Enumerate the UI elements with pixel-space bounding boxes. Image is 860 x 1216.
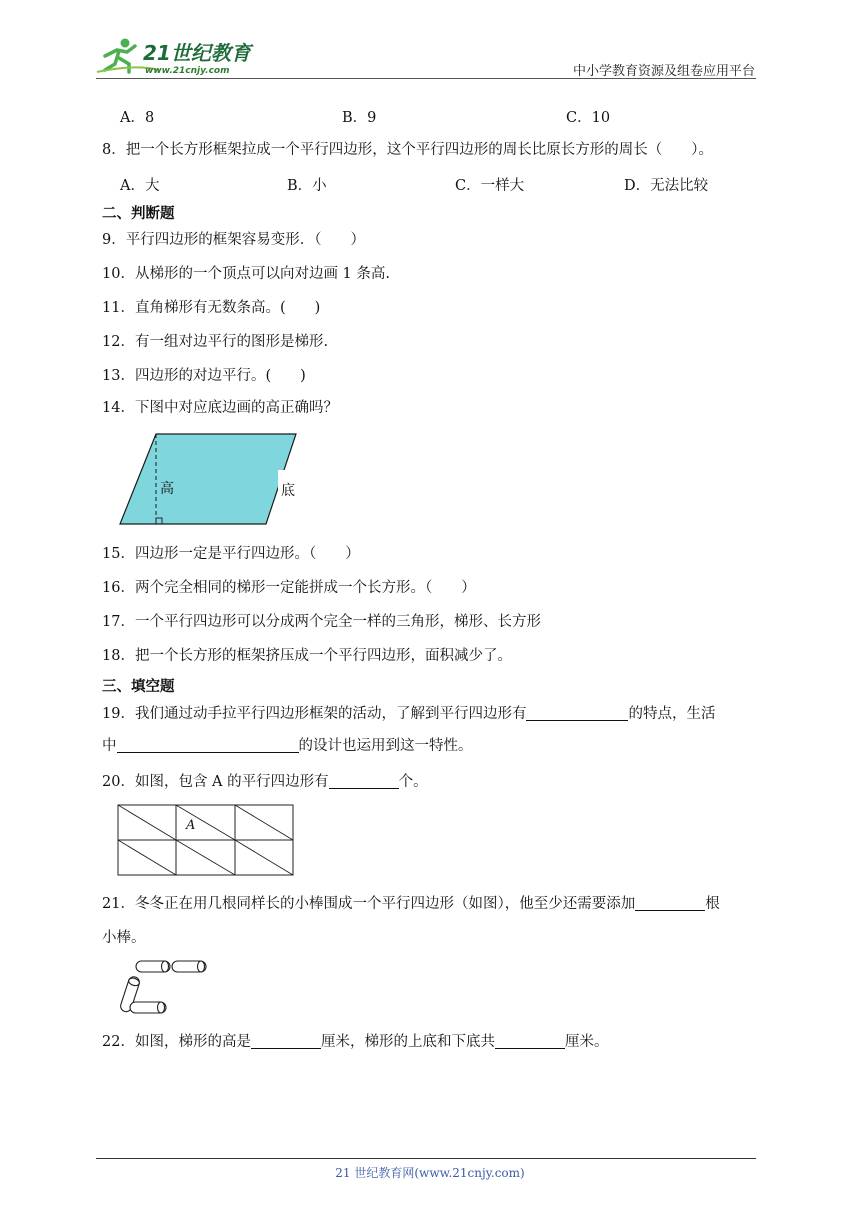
- q11-text: 11．直角梯形有无数条高。( ): [102, 300, 321, 316]
- q8-option-d: D．无法比较: [624, 178, 709, 194]
- q8-option-a: A．大: [120, 178, 160, 194]
- q21-blank[interactable]: [635, 894, 705, 911]
- q21-text-2: 根: [705, 896, 720, 912]
- q15-text: 15．四边形一定是平行四边形。（ ）: [102, 546, 360, 562]
- q14-text: 14．下图中对应底边画的高正确吗？: [102, 400, 338, 416]
- q19-blank-2[interactable]: [117, 736, 299, 753]
- q8-option-c: C．一样大: [455, 178, 525, 194]
- base-label: 底: [281, 483, 295, 499]
- q14-parallelogram-figure: [118, 430, 300, 530]
- q12-text: 12．有一组对边平行的图形是梯形.: [102, 334, 329, 350]
- q13-text: 13．四边形的对边平行。( ): [102, 368, 306, 384]
- q7-option-b: B．9: [342, 110, 377, 126]
- q20-text-1: 20．如图，包含 A 的平行四边形有: [102, 774, 329, 790]
- q21-text-3: 小棒。: [102, 930, 146, 946]
- section-title-fill-blank: 三、填空题: [102, 679, 175, 695]
- q8-option-b: B．小: [287, 178, 327, 194]
- svg-text:21世纪教育: 21世纪教育: [143, 41, 251, 65]
- q22-blank-2[interactable]: [495, 1032, 565, 1049]
- footer-divider: [96, 1158, 756, 1159]
- q19-line-2: [102, 736, 473, 756]
- runner-logo-icon: [95, 34, 255, 76]
- q19-line-1: [102, 704, 715, 724]
- q19-text-2: 的特点，生活: [628, 706, 716, 722]
- q21-text-1: 21．冬冬正在用几根同样长的小棒围成一个平行四边形（如图），他至少还需要添加: [102, 896, 636, 912]
- q22-line: [102, 1032, 608, 1052]
- footer-text[interactable]: 21 世纪教育网(www.21cnjy.com): [335, 1166, 525, 1180]
- q17-text: 17．一个平行四边形可以分成两个完全一样的三角形，梯形、长方形: [102, 614, 541, 630]
- q22-text-1: 22．如图，梯形的高是: [102, 1034, 251, 1050]
- parallelogram-shape: [120, 434, 296, 524]
- q20-region-label: A: [186, 818, 196, 833]
- q16-text: 16．两个完全相同的梯形一定能拼成一个长方形。（ ）: [102, 580, 476, 596]
- q19-blank-1[interactable]: [526, 704, 628, 721]
- q20-blank[interactable]: [329, 772, 399, 789]
- q10-text: 10．从梯形的一个顶点可以向对边画 1 条高.: [102, 266, 391, 282]
- q7-option-a: A．8: [120, 110, 155, 126]
- q9-text: 9．平行四边形的框架容易变形．（ ）: [102, 232, 365, 248]
- q20-line: [102, 772, 428, 792]
- site-logo: [95, 34, 255, 76]
- section-title-judgment: 二、判断题: [102, 206, 175, 222]
- platform-name: 中小学教育资源及组卷应用平台: [572, 64, 755, 79]
- q19-text-4: 的设计也运用到这一特性。: [298, 738, 473, 754]
- height-label: 高: [160, 481, 174, 497]
- svg-text:www.21cnjy.com: www.21cnjy.com: [145, 66, 230, 76]
- q22-text-2: 厘米，梯形的上底和下底共: [320, 1034, 495, 1050]
- q19-text-3: 中: [102, 738, 117, 754]
- q21-sticks-figure: [116, 958, 216, 1016]
- header-divider: [96, 78, 756, 79]
- q20-grid-figure: [117, 804, 295, 876]
- q20-text-2: 个。: [398, 774, 428, 790]
- q7-option-c: C．10: [566, 110, 611, 126]
- q21-line-1: [102, 894, 720, 914]
- q22-blank-1[interactable]: [251, 1032, 321, 1049]
- q22-text-3: 厘米。: [564, 1034, 609, 1050]
- q19-text-1: 19．我们通过动手拉平行四边形框架的活动，了解到平行四边形有: [102, 706, 527, 722]
- q8-text: 8．把一个长方形框架拉成一个平行四边形，这个平行四边形的周长比原长方形的周长（ ）。: [102, 142, 713, 158]
- q18-text: 18．把一个长方形的框架挤压成一个平行四边形，面积减少了。: [102, 648, 512, 664]
